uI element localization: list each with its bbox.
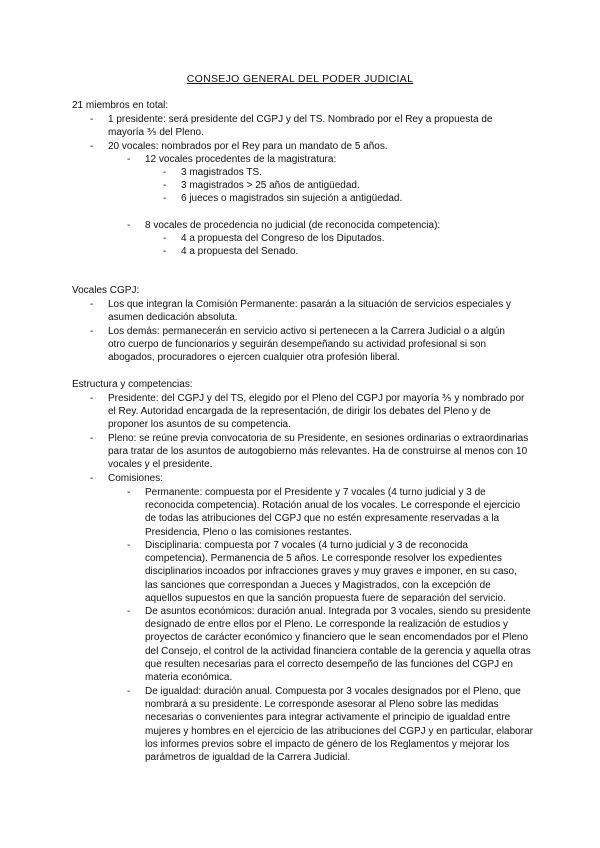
vocales-cgpj-item: Los demás: permanecerán en servicio activo si pertenecen a la Carrera Judicial o a algún otro cuerpo de funcionarios y seguirán desempeñando su actividad profesional si son abogados, procuradores o ejercen cualquier otra profesión liberal. [108, 326, 505, 364]
magistratura-item: 6 jueces o magistrados sin sujeción a antigüedad. [181, 193, 403, 204]
list-item [0, 232, 600, 245]
comision-asuntos-economicos: De asuntos económicos: duración anual. Integrada por 3 vocales, siendo su presidente designado de entre ellos por el Pleno. Le corresponde la realización de estudios y proyectos de carácter económico y financiero que le sean encomendados por el Pleno del Consejo, el control de la actividad financiera contable de la gerencia y aquella otras que resulten necesarias para el correcto desempeño de las funciones del CGPJ en materia económica. [145, 606, 531, 684]
dash-icon: - [127, 540, 131, 551]
list-item [0, 192, 600, 205]
magistratura-label: 12 vocales procedentes de la magistratura: [145, 154, 337, 165]
list-item [0, 472, 600, 485]
miembros-list [0, 113, 600, 205]
dash-icon: - [127, 220, 131, 231]
magistratura-item: 3 magistrados > 25 años de antigüedad. [181, 180, 360, 191]
list-item [0, 179, 600, 192]
miembros-heading: 21 miembros en total: [72, 100, 169, 111]
list-item [0, 605, 600, 685]
list-item [0, 298, 600, 325]
vocales-text: 20 vocales: nombrados por el Rey para un mandato de 5 años. [108, 141, 388, 152]
estructura-heading: Estructura y competencias: [72, 379, 193, 390]
estructura-list [0, 392, 600, 485]
dash-icon: - [127, 686, 131, 697]
list-item [0, 325, 600, 365]
list-item [0, 113, 600, 140]
no-judicial-list [0, 219, 600, 258]
comision-permanente: Permanente: compuesta por el Presidente y 7 vocales (4 turno judicial y 3 de reconocida competencia). Rotación anual de los vocales. Le corresponde el ejercicio de todas las atribuciones del CGPJ que no estén expresamente reservadas a la Presidencia, Pleno o las comisiones restantes. [145, 487, 521, 538]
list-item [0, 219, 600, 232]
list-item [0, 432, 600, 472]
no-judicial-label: 8 vocales de procedencia no judicial (de reconocida competencia): [145, 220, 441, 231]
dash-icon: - [90, 141, 94, 152]
presidente-text: 1 presidente: será presidente del CGPJ y del TS. Nombrado por el Rey a propuesta de mayoría ⅗ del Pleno. [108, 114, 493, 139]
list-item [0, 486, 600, 539]
list-item [0, 140, 600, 153]
dash-icon: - [90, 114, 94, 125]
list-item [0, 245, 600, 258]
list-item [0, 153, 600, 166]
pleno-text: Pleno: se reúne previa convocatoria de su Presidente, en sesiones ordinarias o extraordinarias para tratar de los asuntos de autogobierno más relevantes. Ha de construirse al menos con 10 vocales y el presidente. [108, 433, 529, 471]
dash-icon: - [163, 193, 167, 204]
no-judicial-item: 4 a propuesta del Senado. [181, 246, 299, 257]
comisiones-label: Comisiones: [108, 473, 164, 484]
dash-icon: - [127, 606, 131, 617]
dash-icon: - [90, 473, 94, 484]
dash-icon: - [163, 233, 167, 244]
dash-icon: - [90, 433, 94, 444]
comision-igualdad: De igualdad: duración anual. Compuesta por 3 vocales designados por el Pleno, que nombrará a su presidente. Le corresponde asesorar al Pleno sobre las medidas necesarias o convenientes para integrar activamente el principio de igualdad entre mujeres y hombres en el ejercicio de las atribuciones del CGPJ y en particular, elaborar los informes previos sobre el impacto de género de los Reglamentos y mejorar los parámetros de igualdad de la Carrera Judicial. [145, 686, 533, 764]
list-item [0, 166, 600, 179]
presidente-estructura-text: Presidente: del CGPJ y del TS, elegido por el Pleno del CGPJ por mayoría ⅗ y nombrado por el Rey. Autoridad encargada de la representación, de dirigir los debates del Pleno y de proponer los asuntos de su competencia. [108, 393, 525, 431]
dash-icon: - [90, 299, 94, 310]
no-judicial-item: 4 a propuesta del Congreso de los Diputados. [181, 233, 385, 244]
vocales-cgpj-item: Los que integran la Comisión Permanente: pasarán a la situación de servicios especiales y asumen dedicación absoluta. [108, 299, 512, 324]
dash-icon: - [163, 180, 167, 191]
dash-icon: - [127, 154, 131, 165]
vocales-cgpj-list [0, 298, 600, 365]
dash-icon: - [163, 246, 167, 257]
comisiones-list [0, 486, 600, 765]
dash-icon: - [163, 167, 167, 178]
page-title: CONSEJO GENERAL DEL PODER JUDICIAL [186, 73, 414, 85]
comision-disciplinaria: Disciplinaria: compuesta por 7 vocales (4 turno judicial y 3 de reconocida competencia). Permanencia de 5 años. Le corresponde resolver los expedientes disciplinarios incoados por infracciones graves y muy graves e imponer, en su caso, las sanciones que correspondan a Jueces y Magistrados, con la excepción de aquellos supuestos en que la sanción propuesta fuere de separación del servicio. [145, 540, 517, 604]
list-item [0, 685, 600, 765]
list-item [0, 392, 600, 432]
list-item [0, 539, 600, 605]
dash-icon: - [90, 393, 94, 404]
dash-icon: - [127, 487, 131, 498]
dash-icon: - [90, 326, 94, 337]
vocales-cgpj-heading: Vocales CGPJ: [72, 285, 140, 296]
magistratura-item: 3 magistrados TS. [181, 167, 262, 178]
